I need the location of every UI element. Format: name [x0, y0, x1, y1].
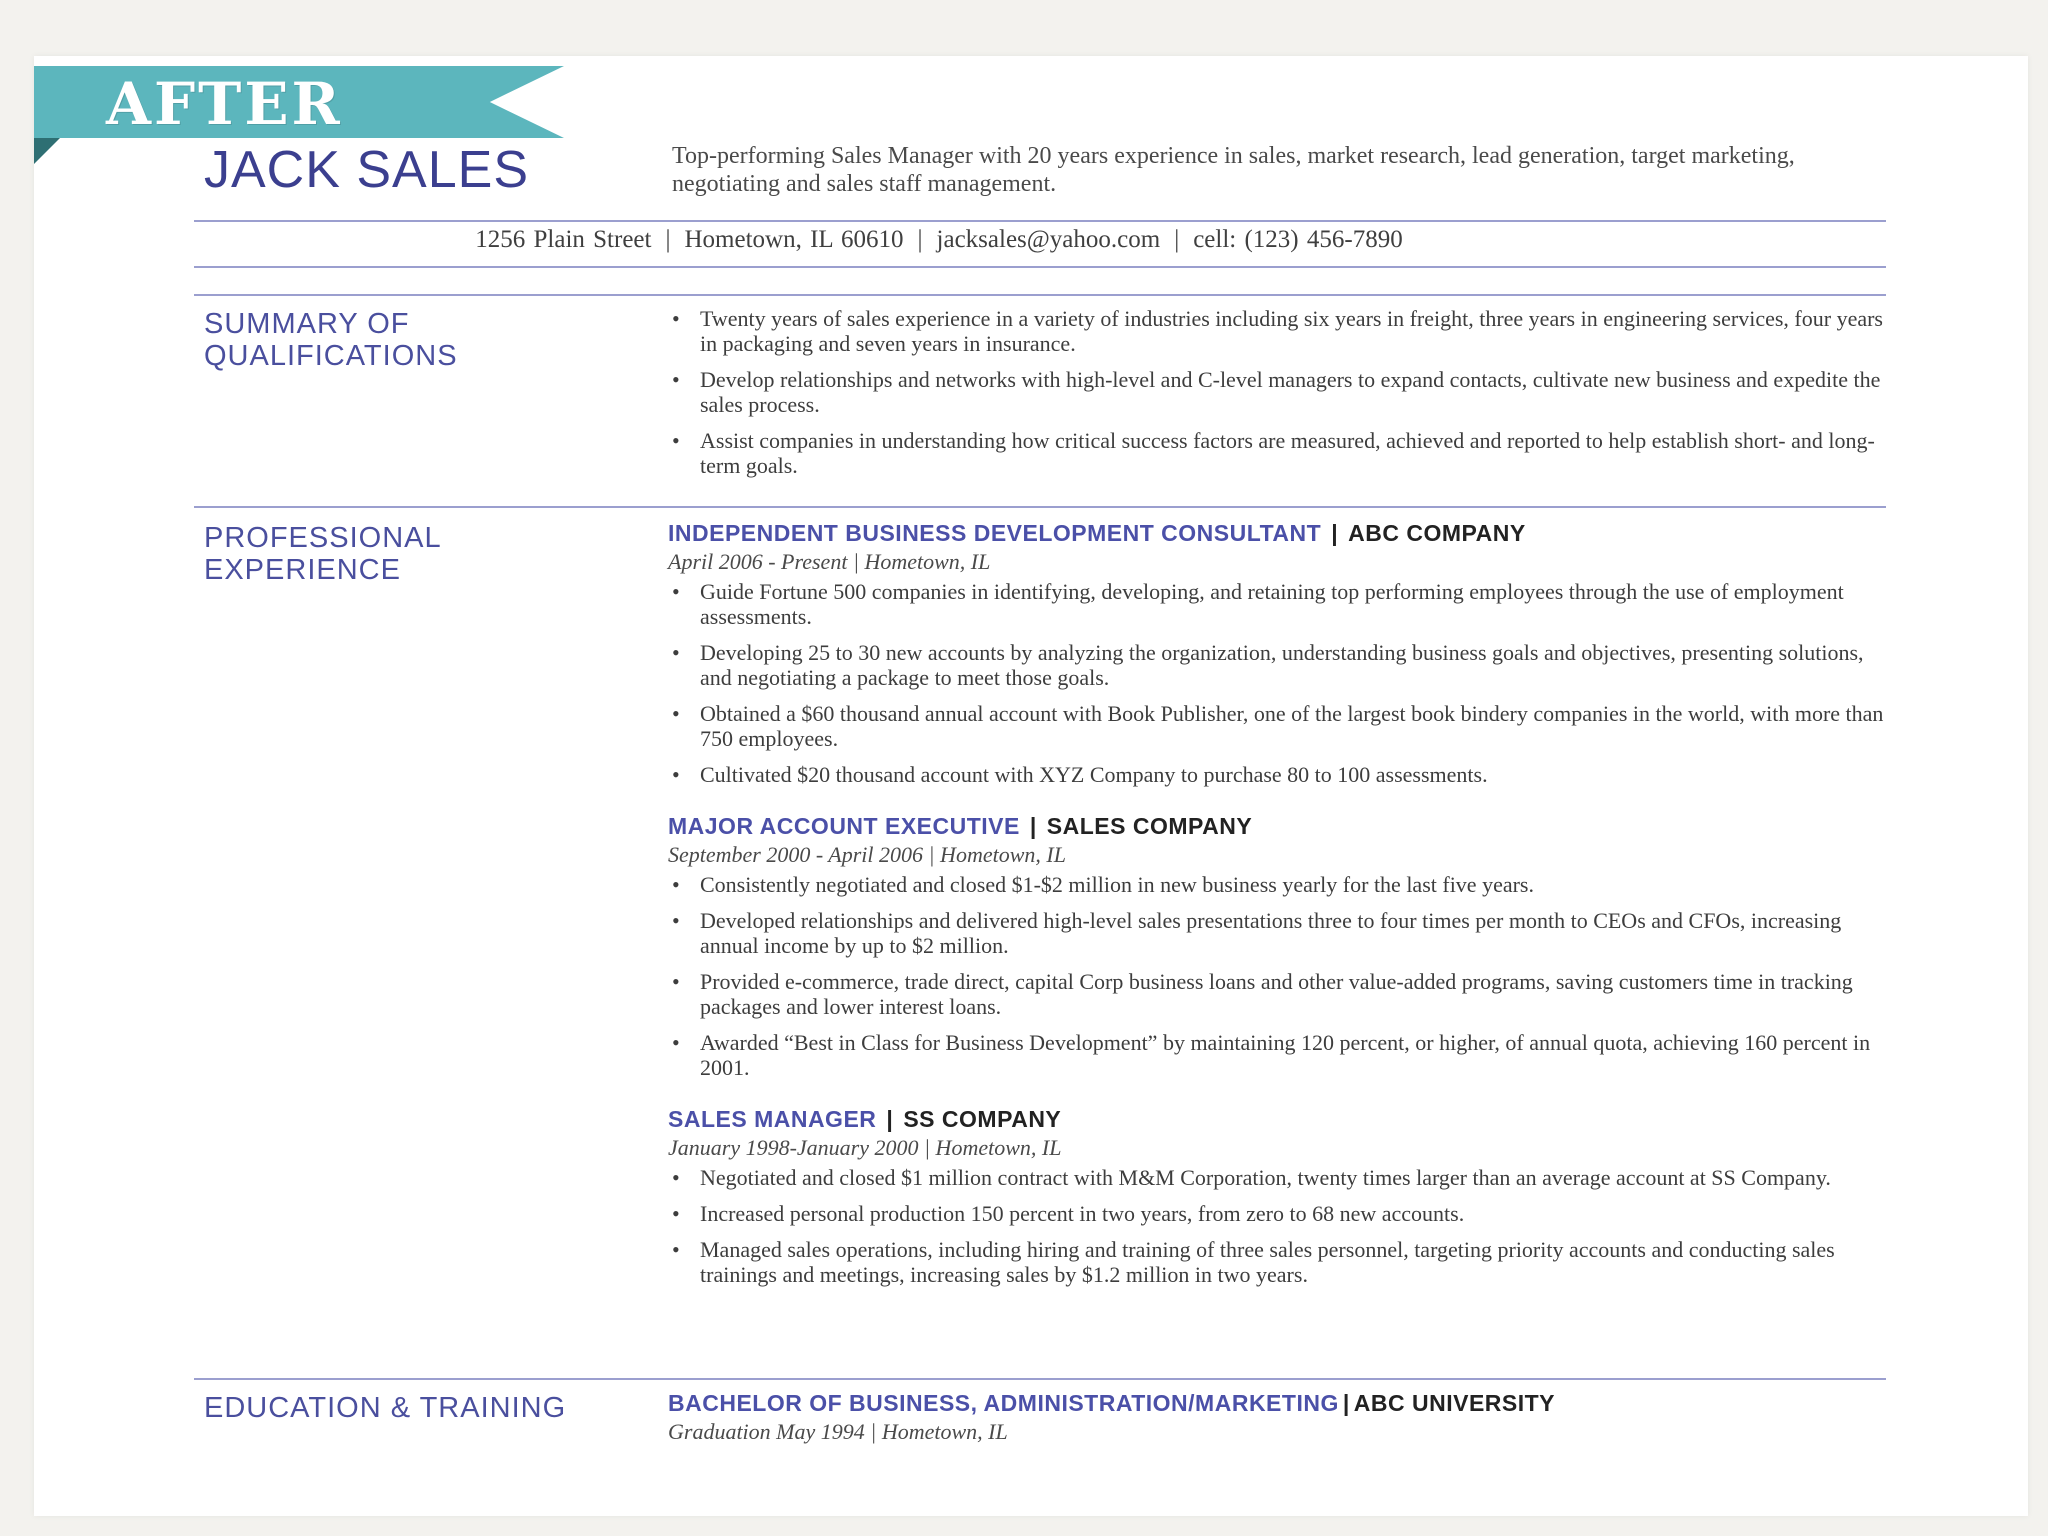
list-item: • Provided e-commerce, trade direct, capital Corp business loans and other value-added programs, saving customers time in tracking packages and lower interest loans. — [668, 969, 1890, 1019]
list-item: • Developing 25 to 30 new accounts by analyzing the organization, understanding business goals and objectives, presenting solutions, and negotiating a package to meet those goals. — [668, 640, 1890, 690]
list-item: • Managed sales operations, including hiring and training of three sales personnel, targeting priority accounts and conducting sales trainings and meetings, increasing sales by $1.2 million in two years. — [668, 1237, 1890, 1287]
experience-content — [668, 520, 1890, 1313]
divider — [194, 266, 1886, 268]
school-name: ABC UNIVERSITY — [1353, 1390, 1556, 1416]
contact-street: 1256 Plain Street — [475, 226, 652, 253]
job-title-line — [668, 1106, 1890, 1133]
contact-city: Hometown, IL 60610 — [684, 226, 904, 253]
title-separator: | — [1342, 1390, 1350, 1416]
education-content — [668, 1390, 1890, 1449]
job-role: INDEPENDENT BUSINESS DEVELOPMENT CONSULTANT — [668, 520, 1322, 546]
list-item: • Awarded “Best in Class for Business Development” by maintaining 120 percent, or higher, of annual quota, achieving 160 percent in 2001. — [668, 1030, 1890, 1080]
summary-content — [668, 306, 1890, 489]
job-role: SALES MANAGER — [668, 1106, 877, 1132]
banner-label: AFTER — [106, 70, 343, 138]
list-item: • Twenty years of sales experience in a variety of industries including six years in freight, three years in engineering services, four years in packaging and seven years in insurance. — [668, 306, 1890, 356]
divider — [194, 506, 1886, 508]
job-company: ABC COMPANY — [1348, 520, 1526, 546]
job-entry — [668, 813, 1890, 1080]
job-duties — [668, 1165, 1890, 1287]
contact-separator: | — [917, 226, 923, 253]
job-dates-location: April 2006 - Present | Hometown, IL — [668, 549, 991, 574]
profile-tagline: Top-performing Sales Manager with 20 years experience in sales, market research, lead generation, target marketing, negotiating and sales staff management. — [672, 143, 1795, 197]
list-item: • Consistently negotiated and closed $1-$2 million in new business yearly for the last five years. — [668, 872, 1890, 897]
graduation-details: Graduation May 1994 | Hometown, IL — [668, 1419, 1008, 1444]
job-entry — [668, 1106, 1890, 1287]
list-item: • Developed relationships and delivered high-level sales presentations three to four times per month to CEOs and CFOs, increasing annual income by up to $2 million. — [668, 908, 1890, 958]
banner-fold — [34, 138, 60, 164]
contact-phone: cell: (123) 456-7890 — [1193, 226, 1403, 253]
job-title-line — [668, 520, 1890, 547]
job-role: MAJOR ACCOUNT EXECUTIVE — [668, 813, 1020, 839]
job-entry — [668, 520, 1890, 787]
summary-list — [668, 306, 1890, 478]
experience-heading: PROFESSIONAL EXPERIENCE — [204, 522, 441, 586]
title-separator: | — [1029, 813, 1037, 839]
contact-email[interactable]: jacksales@yahoo.com — [936, 226, 1161, 253]
degree-line — [668, 1390, 1890, 1417]
list-item: • Cultivated $20 thousand account with XYZ Company to purchase 80 to 100 assessments. — [668, 762, 1890, 787]
list-item: • Assist companies in understanding how critical success factors are measured, achieved and reported to help establish short- and long-term goals. — [668, 428, 1890, 478]
degree-name: BACHELOR OF BUSINESS, ADMINISTRATION/MARKETING — [668, 1390, 1339, 1416]
title-separator: | — [886, 1106, 894, 1132]
job-dates-location: September 2000 - April 2006 | Hometown, IL — [668, 842, 1066, 867]
divider — [194, 220, 1886, 222]
contact-separator: | — [665, 226, 671, 253]
title-separator: | — [1331, 520, 1339, 546]
job-duties — [668, 872, 1890, 1080]
summary-heading: SUMMARY OF QUALIFICATIONS — [204, 308, 458, 372]
contact-line — [194, 226, 1684, 254]
job-duties — [668, 579, 1890, 787]
job-dates-location: January 1998-January 2000 | Hometown, IL — [668, 1135, 1062, 1160]
contact-separator: | — [1174, 226, 1180, 253]
list-item: • Guide Fortune 500 companies in identifying, developing, and retaining top performing employees through the use of employment assessments. — [668, 579, 1890, 629]
applicant-name: JACK SALES — [204, 141, 530, 199]
education-heading: EDUCATION & TRAINING — [204, 1392, 567, 1424]
divider — [194, 294, 1886, 296]
job-company: SALES COMPANY — [1046, 813, 1253, 839]
divider — [194, 1378, 1886, 1380]
list-item: • Negotiated and closed $1 million contract with M&M Corporation, twenty times larger than an average account at SS Company. — [668, 1165, 1890, 1190]
job-company: SS COMPANY — [903, 1106, 1062, 1132]
list-item: • Increased personal production 150 percent in two years, from zero to 68 new accounts. — [668, 1201, 1890, 1226]
job-title-line — [668, 813, 1890, 840]
list-item: • Develop relationships and networks with high-level and C-level managers to expand contacts, cultivate new business and expedite the sales process. — [668, 367, 1890, 417]
list-item: • Obtained a $60 thousand annual account with Book Publisher, one of the largest book bindery companies in the world, with more than 750 employees. — [668, 701, 1890, 751]
